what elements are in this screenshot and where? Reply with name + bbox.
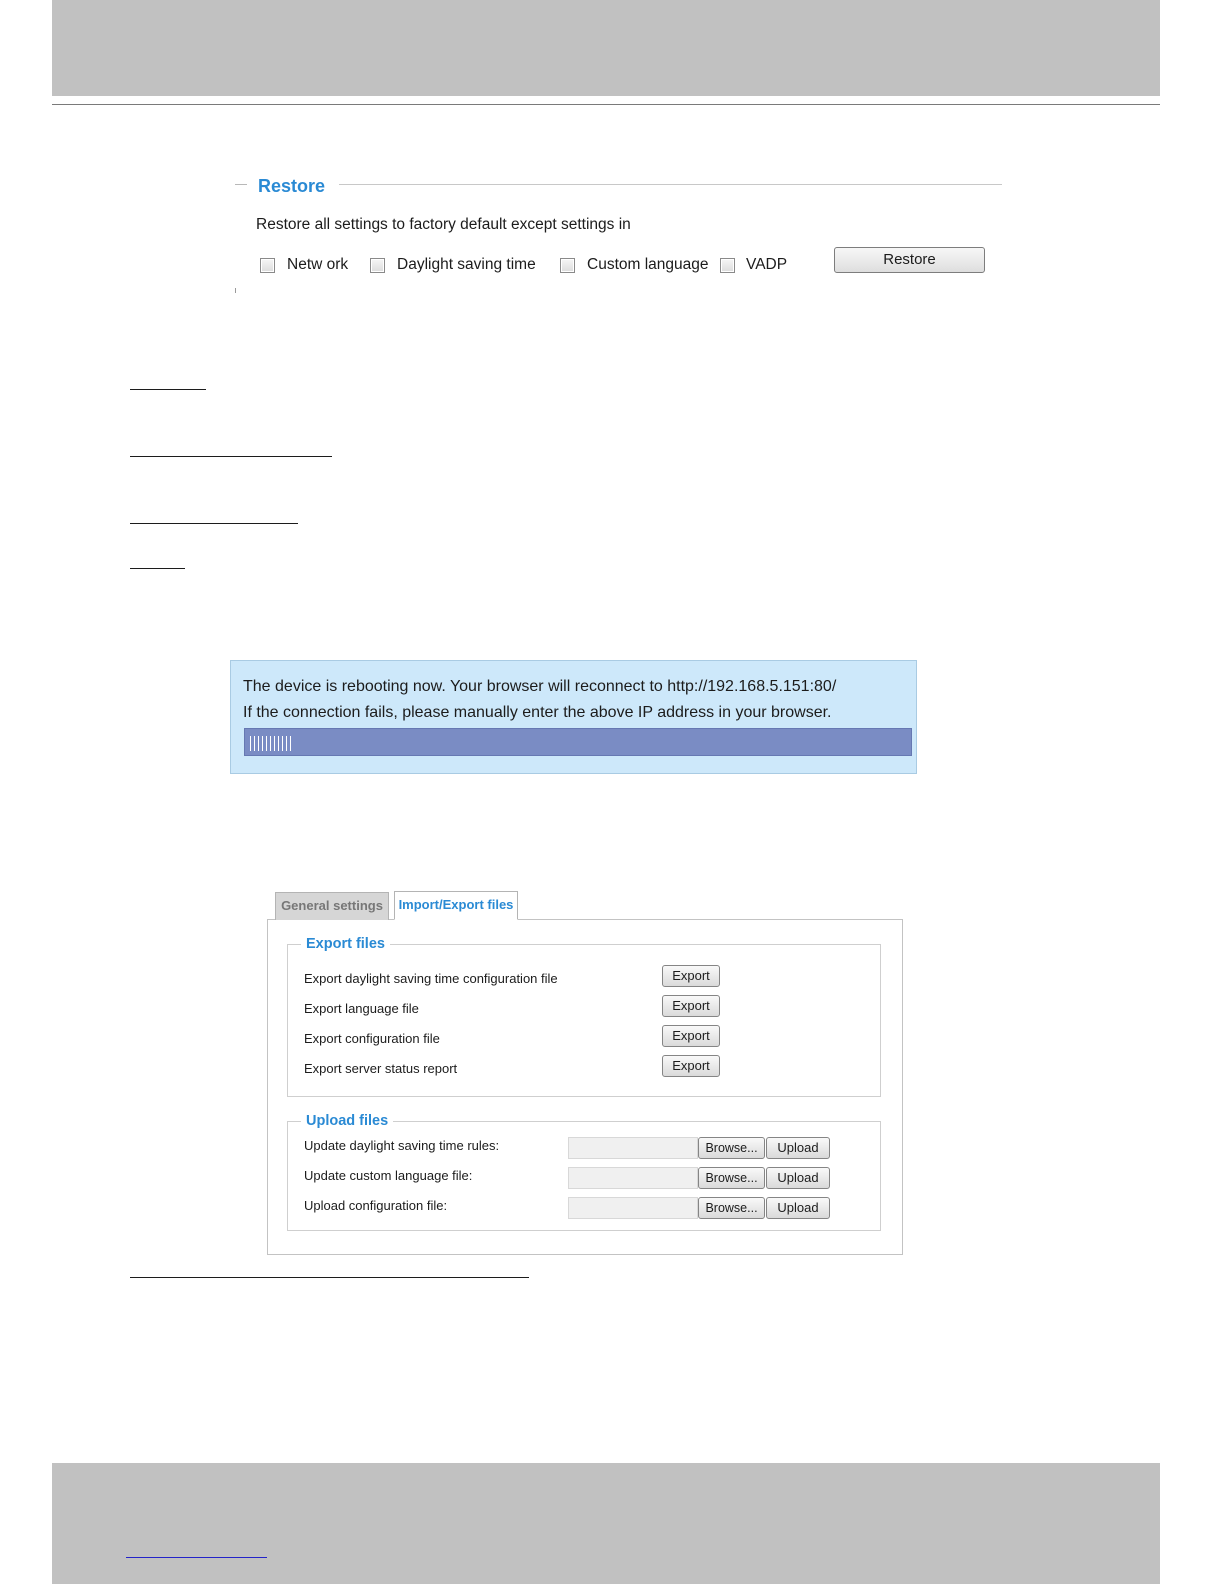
upload-row-label: Update daylight saving time rules: [304, 1138, 500, 1153]
restore-title: Restore [258, 176, 326, 196]
export-row-label: Export daylight saving time configuration file [304, 971, 558, 986]
restore-description: Restore all settings to factory default except settings in [256, 216, 631, 233]
footer-band [52, 1463, 1160, 1584]
custom-language-checkbox[interactable] [560, 258, 575, 273]
upload-files-legend: Upload files [301, 1112, 393, 1130]
custom-language-file-field[interactable] [568, 1167, 698, 1189]
network-checkbox-label: Netw ork [287, 256, 349, 273]
restore-fieldset-border [339, 184, 1002, 185]
export-row-label: Export configuration file [304, 1031, 440, 1046]
restore-fieldset-border [235, 184, 247, 185]
upload-row-label: Upload configuration file: [304, 1198, 448, 1213]
heading-underline [130, 568, 185, 569]
footer-link-underline [126, 1557, 267, 1558]
custom-language-checkbox-label: Custom language [587, 256, 709, 273]
heading-underline [130, 1277, 529, 1278]
daylight-saving-file-field[interactable] [568, 1137, 698, 1159]
upload-daylight-saving-button[interactable]: Upload [766, 1137, 830, 1159]
upload-row-label: Update custom language file: [304, 1168, 473, 1183]
heading-underline [130, 389, 206, 390]
reboot-message-line: The device is rebooting now. Your browser will reconnect to http://192.168.5.151:80/ [243, 678, 837, 695]
export-language-button[interactable]: Export [662, 995, 720, 1017]
reboot-progress-indicator [250, 736, 294, 751]
header-band [52, 0, 1160, 96]
restore-fieldset-corner [235, 288, 236, 293]
export-daylight-saving-button[interactable]: Export [662, 965, 720, 987]
browse-button[interactable]: Browse... [698, 1167, 765, 1189]
configuration-file-field[interactable] [568, 1197, 698, 1219]
vadp-checkbox[interactable] [720, 258, 735, 273]
upload-configuration-button[interactable]: Upload [766, 1197, 830, 1219]
export-row-label: Export server status report [304, 1061, 458, 1076]
export-configuration-button[interactable]: Export [662, 1025, 720, 1047]
tab-general-settings[interactable]: General settings [275, 892, 389, 920]
reboot-message-line: If the connection fails, please manually enter the above IP address in your browser. [243, 704, 832, 721]
daylight-saving-checkbox-label: Daylight saving time [397, 256, 536, 273]
upload-custom-language-button[interactable]: Upload [766, 1167, 830, 1189]
heading-underline [130, 456, 332, 457]
heading-underline [130, 523, 298, 524]
tab-import-export-files[interactable]: Import/Export files [394, 891, 518, 920]
vadp-checkbox-label: VADP [746, 256, 788, 273]
daylight-saving-checkbox[interactable] [370, 258, 385, 273]
export-server-status-button[interactable]: Export [662, 1055, 720, 1077]
export-row-label: Export language file [304, 1001, 419, 1016]
network-checkbox[interactable] [260, 258, 275, 273]
export-files-legend: Export files [301, 935, 390, 953]
reboot-progress-bar [244, 728, 912, 756]
browse-button[interactable]: Browse... [698, 1197, 765, 1219]
restore-button[interactable]: Restore [834, 247, 985, 273]
header-divider [52, 104, 1160, 105]
browse-button[interactable]: Browse... [698, 1137, 765, 1159]
